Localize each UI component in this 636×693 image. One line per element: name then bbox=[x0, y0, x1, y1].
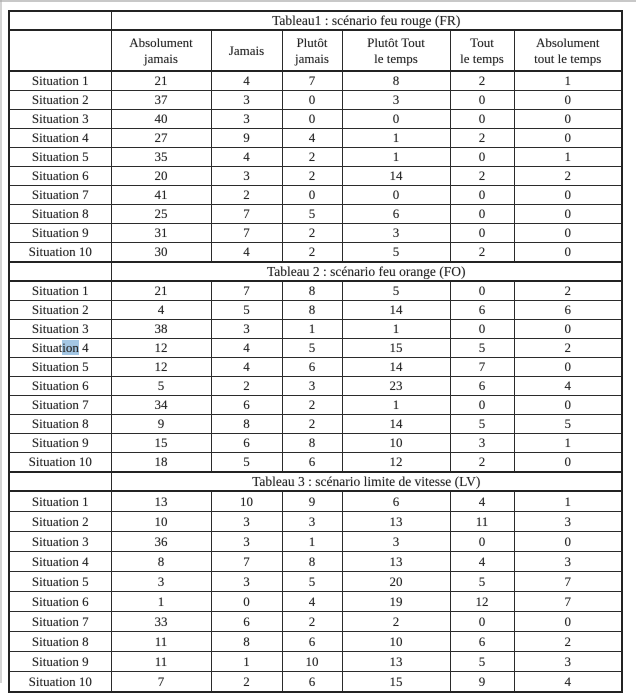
empty-corner-cell bbox=[9, 11, 111, 30]
value-cell: 10 bbox=[111, 512, 211, 532]
value-cell: 0 bbox=[514, 243, 622, 263]
value-cell: 12 bbox=[342, 453, 450, 473]
column-header-line: tout le temps bbox=[534, 50, 602, 66]
value-cell: 15 bbox=[342, 339, 450, 358]
value-cell: 5 bbox=[111, 377, 211, 396]
value-cell: 2 bbox=[342, 612, 450, 632]
value-cell: 2 bbox=[282, 396, 342, 415]
value-cell: 21 bbox=[111, 71, 211, 91]
value-cell: 3 bbox=[342, 532, 450, 552]
value-cell: 6 bbox=[282, 358, 342, 377]
value-cell: 2 bbox=[282, 612, 342, 632]
value-cell: 6 bbox=[282, 632, 342, 652]
value-cell: 15 bbox=[111, 434, 211, 453]
row-label: Situation 7 bbox=[9, 186, 111, 205]
row-label: Situation 3 bbox=[9, 110, 111, 129]
value-cell: 7 bbox=[111, 672, 211, 693]
row-label: Situation 1 bbox=[9, 71, 111, 91]
value-cell: 7 bbox=[211, 281, 282, 301]
value-cell: 0 bbox=[342, 110, 450, 129]
row-label: Situation 9 bbox=[9, 224, 111, 243]
value-cell: 0 bbox=[514, 396, 622, 415]
table-row bbox=[9, 532, 622, 552]
value-cell: 5 bbox=[450, 339, 514, 358]
value-cell: 4 bbox=[514, 672, 622, 693]
column-header-line: Tout bbox=[470, 34, 494, 50]
row-label: Situation 9 bbox=[9, 652, 111, 672]
value-cell: 2 bbox=[514, 339, 622, 358]
value-cell: 1 bbox=[342, 320, 450, 339]
value-cell: 2 bbox=[450, 71, 514, 91]
value-cell: 8 bbox=[282, 281, 342, 301]
table-row bbox=[9, 632, 622, 652]
value-cell: 6 bbox=[211, 396, 282, 415]
value-cell: 21 bbox=[111, 281, 211, 301]
value-cell: 0 bbox=[514, 532, 622, 552]
value-cell: 0 bbox=[514, 320, 622, 339]
value-cell: 6 bbox=[211, 612, 282, 632]
row-label: Situation 7 bbox=[9, 396, 111, 415]
value-cell: 27 bbox=[111, 129, 211, 148]
value-cell: 8 bbox=[282, 434, 342, 453]
value-cell: 0 bbox=[514, 205, 622, 224]
value-cell: 0 bbox=[450, 224, 514, 243]
value-cell: 9 bbox=[450, 672, 514, 693]
value-cell: 6 bbox=[282, 672, 342, 693]
section-title: Tableau 2 : scénario feu orange (FO) bbox=[111, 262, 622, 281]
value-cell: 3 bbox=[211, 572, 282, 592]
value-cell: 1 bbox=[514, 491, 622, 512]
empty-header-cell bbox=[9, 30, 111, 71]
row-label: Situation 10 bbox=[9, 453, 111, 473]
value-cell: 20 bbox=[342, 572, 450, 592]
value-cell: 38 bbox=[111, 320, 211, 339]
empty-corner-cell bbox=[9, 262, 111, 281]
value-cell: 11 bbox=[111, 632, 211, 652]
column-header-line: jamais bbox=[295, 50, 329, 66]
value-cell: 1 bbox=[514, 71, 622, 91]
column-header-line: Jamais bbox=[228, 42, 265, 58]
row-label: Situation 3 bbox=[9, 532, 111, 552]
value-cell: 4 bbox=[450, 491, 514, 512]
value-cell: 4 bbox=[111, 301, 211, 320]
value-cell: 10 bbox=[211, 491, 282, 512]
value-cell: 3 bbox=[211, 167, 282, 186]
value-cell: 0 bbox=[450, 91, 514, 110]
row-label: Situation 2 bbox=[9, 301, 111, 320]
value-cell: 2 bbox=[282, 243, 342, 263]
value-cell: 2 bbox=[282, 224, 342, 243]
row-label: Situation 10 bbox=[9, 672, 111, 693]
row-label-text: 4 bbox=[78, 340, 89, 355]
value-cell: 2 bbox=[211, 377, 282, 396]
row-label: Situation 2 bbox=[9, 91, 111, 110]
value-cell: 0 bbox=[514, 129, 622, 148]
value-cell: 8 bbox=[211, 415, 282, 434]
value-cell: 37 bbox=[111, 91, 211, 110]
value-cell: 0 bbox=[450, 186, 514, 205]
row-label bbox=[9, 339, 111, 358]
value-cell: 1 bbox=[211, 652, 282, 672]
value-cell: 1 bbox=[342, 129, 450, 148]
value-cell: 13 bbox=[342, 552, 450, 572]
value-cell: 5 bbox=[282, 339, 342, 358]
section-title-row bbox=[9, 472, 622, 491]
value-cell: 3 bbox=[450, 434, 514, 453]
table-row bbox=[9, 71, 622, 91]
value-cell: 30 bbox=[111, 243, 211, 263]
value-cell: 0 bbox=[450, 612, 514, 632]
value-cell: 7 bbox=[514, 592, 622, 612]
row-label: Situation 8 bbox=[9, 205, 111, 224]
value-cell: 25 bbox=[111, 205, 211, 224]
table-row bbox=[9, 320, 622, 339]
row-label: Situation 5 bbox=[9, 572, 111, 592]
row-label: Situation 10 bbox=[9, 243, 111, 263]
row-label: Situation 6 bbox=[9, 377, 111, 396]
value-cell: 3 bbox=[211, 532, 282, 552]
value-cell: 6 bbox=[342, 491, 450, 512]
value-cell: 2 bbox=[450, 129, 514, 148]
value-cell: 4 bbox=[211, 339, 282, 358]
empty-corner-cell bbox=[9, 472, 111, 491]
value-cell: 14 bbox=[342, 167, 450, 186]
row-label: Situation 2 bbox=[9, 512, 111, 532]
value-cell: 33 bbox=[111, 612, 211, 632]
row-label: Situation 7 bbox=[9, 612, 111, 632]
value-cell: 1 bbox=[282, 532, 342, 552]
column-header bbox=[111, 30, 211, 71]
value-cell: 10 bbox=[282, 652, 342, 672]
value-cell: 0 bbox=[450, 205, 514, 224]
value-cell: 9 bbox=[211, 129, 282, 148]
value-cell: 7 bbox=[211, 205, 282, 224]
table-row bbox=[9, 512, 622, 532]
screenshot-left-edge-line bbox=[0, 0, 2, 683]
value-cell: 3 bbox=[342, 91, 450, 110]
value-cell: 5 bbox=[450, 652, 514, 672]
value-cell: 2 bbox=[450, 453, 514, 473]
value-cell: 6 bbox=[450, 301, 514, 320]
value-cell: 2 bbox=[450, 167, 514, 186]
value-cell: 6 bbox=[211, 434, 282, 453]
value-cell: 1 bbox=[514, 434, 622, 453]
value-cell: 4 bbox=[211, 71, 282, 91]
value-cell: 2 bbox=[514, 632, 622, 652]
value-cell: 0 bbox=[514, 186, 622, 205]
row-label: Situation 4 bbox=[9, 552, 111, 572]
value-cell: 4 bbox=[450, 552, 514, 572]
row-label: Situation 8 bbox=[9, 415, 111, 434]
value-cell: 12 bbox=[111, 339, 211, 358]
row-label: Situation 9 bbox=[9, 434, 111, 453]
value-cell: 15 bbox=[342, 672, 450, 693]
value-cell: 8 bbox=[282, 301, 342, 320]
value-cell: 0 bbox=[342, 186, 450, 205]
row-label: Situation 1 bbox=[9, 281, 111, 301]
value-cell: 19 bbox=[342, 592, 450, 612]
value-cell: 0 bbox=[514, 453, 622, 473]
column-header-line: Plutôt Tout bbox=[367, 34, 425, 50]
value-cell: 1 bbox=[282, 320, 342, 339]
column-header-row bbox=[9, 30, 622, 71]
value-cell: 41 bbox=[111, 186, 211, 205]
column-header bbox=[282, 30, 342, 71]
value-cell: 8 bbox=[282, 552, 342, 572]
value-cell: 12 bbox=[450, 592, 514, 612]
table-row bbox=[9, 110, 622, 129]
row-label: Situation 5 bbox=[9, 148, 111, 167]
value-cell: 0 bbox=[514, 612, 622, 632]
value-cell: 0 bbox=[450, 281, 514, 301]
value-cell: 0 bbox=[514, 110, 622, 129]
value-cell: 3 bbox=[111, 572, 211, 592]
value-cell: 3 bbox=[282, 377, 342, 396]
value-cell: 5 bbox=[211, 301, 282, 320]
value-cell: 0 bbox=[450, 532, 514, 552]
column-header bbox=[342, 30, 450, 71]
value-cell: 3 bbox=[514, 652, 622, 672]
value-cell: 0 bbox=[450, 110, 514, 129]
table-row bbox=[9, 358, 622, 377]
table-row bbox=[9, 91, 622, 110]
value-cell: 0 bbox=[450, 396, 514, 415]
value-cell: 1 bbox=[514, 148, 622, 167]
value-cell: 4 bbox=[211, 148, 282, 167]
value-cell: 35 bbox=[111, 148, 211, 167]
value-cell: 2 bbox=[211, 672, 282, 693]
column-header-line: Plutôt bbox=[296, 34, 328, 50]
value-cell: 13 bbox=[342, 512, 450, 532]
row-label: Situation 5 bbox=[9, 358, 111, 377]
value-cell: 4 bbox=[282, 129, 342, 148]
value-cell: 5 bbox=[450, 415, 514, 434]
value-cell: 6 bbox=[342, 205, 450, 224]
column-header bbox=[514, 30, 622, 71]
value-cell: 1 bbox=[342, 148, 450, 167]
value-cell: 2 bbox=[514, 167, 622, 186]
value-cell: 5 bbox=[342, 281, 450, 301]
survey-results-table bbox=[8, 10, 623, 693]
value-cell: 5 bbox=[282, 205, 342, 224]
value-cell: 14 bbox=[342, 358, 450, 377]
table-row bbox=[9, 453, 622, 473]
value-cell: 3 bbox=[514, 552, 622, 572]
table-row bbox=[9, 415, 622, 434]
table-row bbox=[9, 148, 622, 167]
table-row bbox=[9, 301, 622, 320]
table-row bbox=[9, 224, 622, 243]
value-cell: 7 bbox=[282, 71, 342, 91]
value-cell: 6 bbox=[282, 453, 342, 473]
value-cell: 5 bbox=[282, 572, 342, 592]
value-cell: 0 bbox=[282, 110, 342, 129]
value-cell: 36 bbox=[111, 532, 211, 552]
table-row bbox=[9, 339, 622, 358]
value-cell: 0 bbox=[282, 186, 342, 205]
value-cell: 3 bbox=[211, 110, 282, 129]
value-cell: 13 bbox=[342, 652, 450, 672]
table-row bbox=[9, 129, 622, 148]
value-cell: 10 bbox=[342, 434, 450, 453]
value-cell: 0 bbox=[514, 224, 622, 243]
value-cell: 11 bbox=[111, 652, 211, 672]
value-cell: 3 bbox=[342, 224, 450, 243]
row-label: Situation 6 bbox=[9, 167, 111, 186]
value-cell: 4 bbox=[211, 358, 282, 377]
value-cell: 5 bbox=[342, 243, 450, 263]
table-row bbox=[9, 592, 622, 612]
text-selection-highlight: ion bbox=[62, 340, 79, 355]
row-label: Situation 3 bbox=[9, 320, 111, 339]
value-cell: 2 bbox=[514, 281, 622, 301]
row-label-text: Situat bbox=[31, 340, 63, 355]
value-cell: 0 bbox=[514, 358, 622, 377]
screenshot-top-edge-line bbox=[0, 0, 636, 2]
value-cell: 3 bbox=[211, 91, 282, 110]
column-header-line: Absolument bbox=[535, 34, 600, 50]
table-row bbox=[9, 243, 622, 263]
value-cell: 7 bbox=[450, 358, 514, 377]
column-header-line: le temps bbox=[460, 50, 504, 66]
value-cell: 11 bbox=[450, 512, 514, 532]
table-row bbox=[9, 652, 622, 672]
value-cell: 1 bbox=[111, 592, 211, 612]
value-cell: 4 bbox=[282, 592, 342, 612]
value-cell: 13 bbox=[111, 491, 211, 512]
table-row bbox=[9, 281, 622, 301]
value-cell: 12 bbox=[111, 358, 211, 377]
value-cell: 5 bbox=[211, 453, 282, 473]
table-row bbox=[9, 672, 622, 693]
value-cell: 6 bbox=[514, 301, 622, 320]
value-cell: 8 bbox=[342, 71, 450, 91]
value-cell: 0 bbox=[514, 91, 622, 110]
value-cell: 2 bbox=[211, 186, 282, 205]
value-cell: 0 bbox=[450, 148, 514, 167]
value-cell: 14 bbox=[342, 301, 450, 320]
table-row bbox=[9, 167, 622, 186]
value-cell: 4 bbox=[211, 243, 282, 263]
column-header-line: le temps bbox=[374, 50, 418, 66]
value-cell: 8 bbox=[211, 632, 282, 652]
table-row bbox=[9, 552, 622, 572]
value-cell: 0 bbox=[282, 91, 342, 110]
table-row bbox=[9, 377, 622, 396]
table-row bbox=[9, 205, 622, 224]
value-cell: 7 bbox=[211, 224, 282, 243]
value-cell: 0 bbox=[450, 320, 514, 339]
column-header bbox=[450, 30, 514, 71]
table-row bbox=[9, 491, 622, 512]
section-title-row bbox=[9, 262, 622, 281]
value-cell: 5 bbox=[450, 572, 514, 592]
value-cell: 3 bbox=[514, 512, 622, 532]
row-label: Situation 4 bbox=[9, 129, 111, 148]
value-cell: 3 bbox=[211, 320, 282, 339]
section-title: Tableau1 : scénario feu rouge (FR) bbox=[111, 11, 622, 30]
row-label: Situation 1 bbox=[9, 491, 111, 512]
value-cell: 34 bbox=[111, 396, 211, 415]
value-cell: 5 bbox=[514, 415, 622, 434]
value-cell: 8 bbox=[111, 552, 211, 572]
row-label: Situation 6 bbox=[9, 592, 111, 612]
table-row bbox=[9, 396, 622, 415]
column-header-line: Absolument bbox=[129, 34, 193, 50]
value-cell: 7 bbox=[514, 572, 622, 592]
value-cell: 0 bbox=[211, 592, 282, 612]
column-header bbox=[211, 30, 282, 71]
value-cell: 2 bbox=[450, 243, 514, 263]
value-cell: 6 bbox=[450, 377, 514, 396]
value-cell: 31 bbox=[111, 224, 211, 243]
table-row bbox=[9, 434, 622, 453]
row-label: Situation 8 bbox=[9, 632, 111, 652]
value-cell: 14 bbox=[342, 415, 450, 434]
column-header-line: jamais bbox=[144, 50, 178, 66]
value-cell: 9 bbox=[111, 415, 211, 434]
value-cell: 6 bbox=[450, 632, 514, 652]
table-row bbox=[9, 572, 622, 592]
value-cell: 9 bbox=[282, 491, 342, 512]
value-cell: 7 bbox=[211, 552, 282, 572]
value-cell: 10 bbox=[342, 632, 450, 652]
value-cell: 2 bbox=[282, 148, 342, 167]
section-title: Tableau 3 : scénario limite de vitesse (LV) bbox=[111, 472, 622, 491]
value-cell: 2 bbox=[282, 415, 342, 434]
table-row bbox=[9, 612, 622, 632]
section-title-row bbox=[9, 11, 622, 30]
value-cell: 2 bbox=[282, 167, 342, 186]
value-cell: 40 bbox=[111, 110, 211, 129]
value-cell: 18 bbox=[111, 453, 211, 473]
value-cell: 3 bbox=[211, 512, 282, 532]
value-cell: 23 bbox=[342, 377, 450, 396]
value-cell: 3 bbox=[282, 512, 342, 532]
value-cell: 4 bbox=[514, 377, 622, 396]
value-cell: 20 bbox=[111, 167, 211, 186]
document-page bbox=[8, 10, 623, 693]
table-row bbox=[9, 186, 622, 205]
value-cell: 1 bbox=[342, 396, 450, 415]
